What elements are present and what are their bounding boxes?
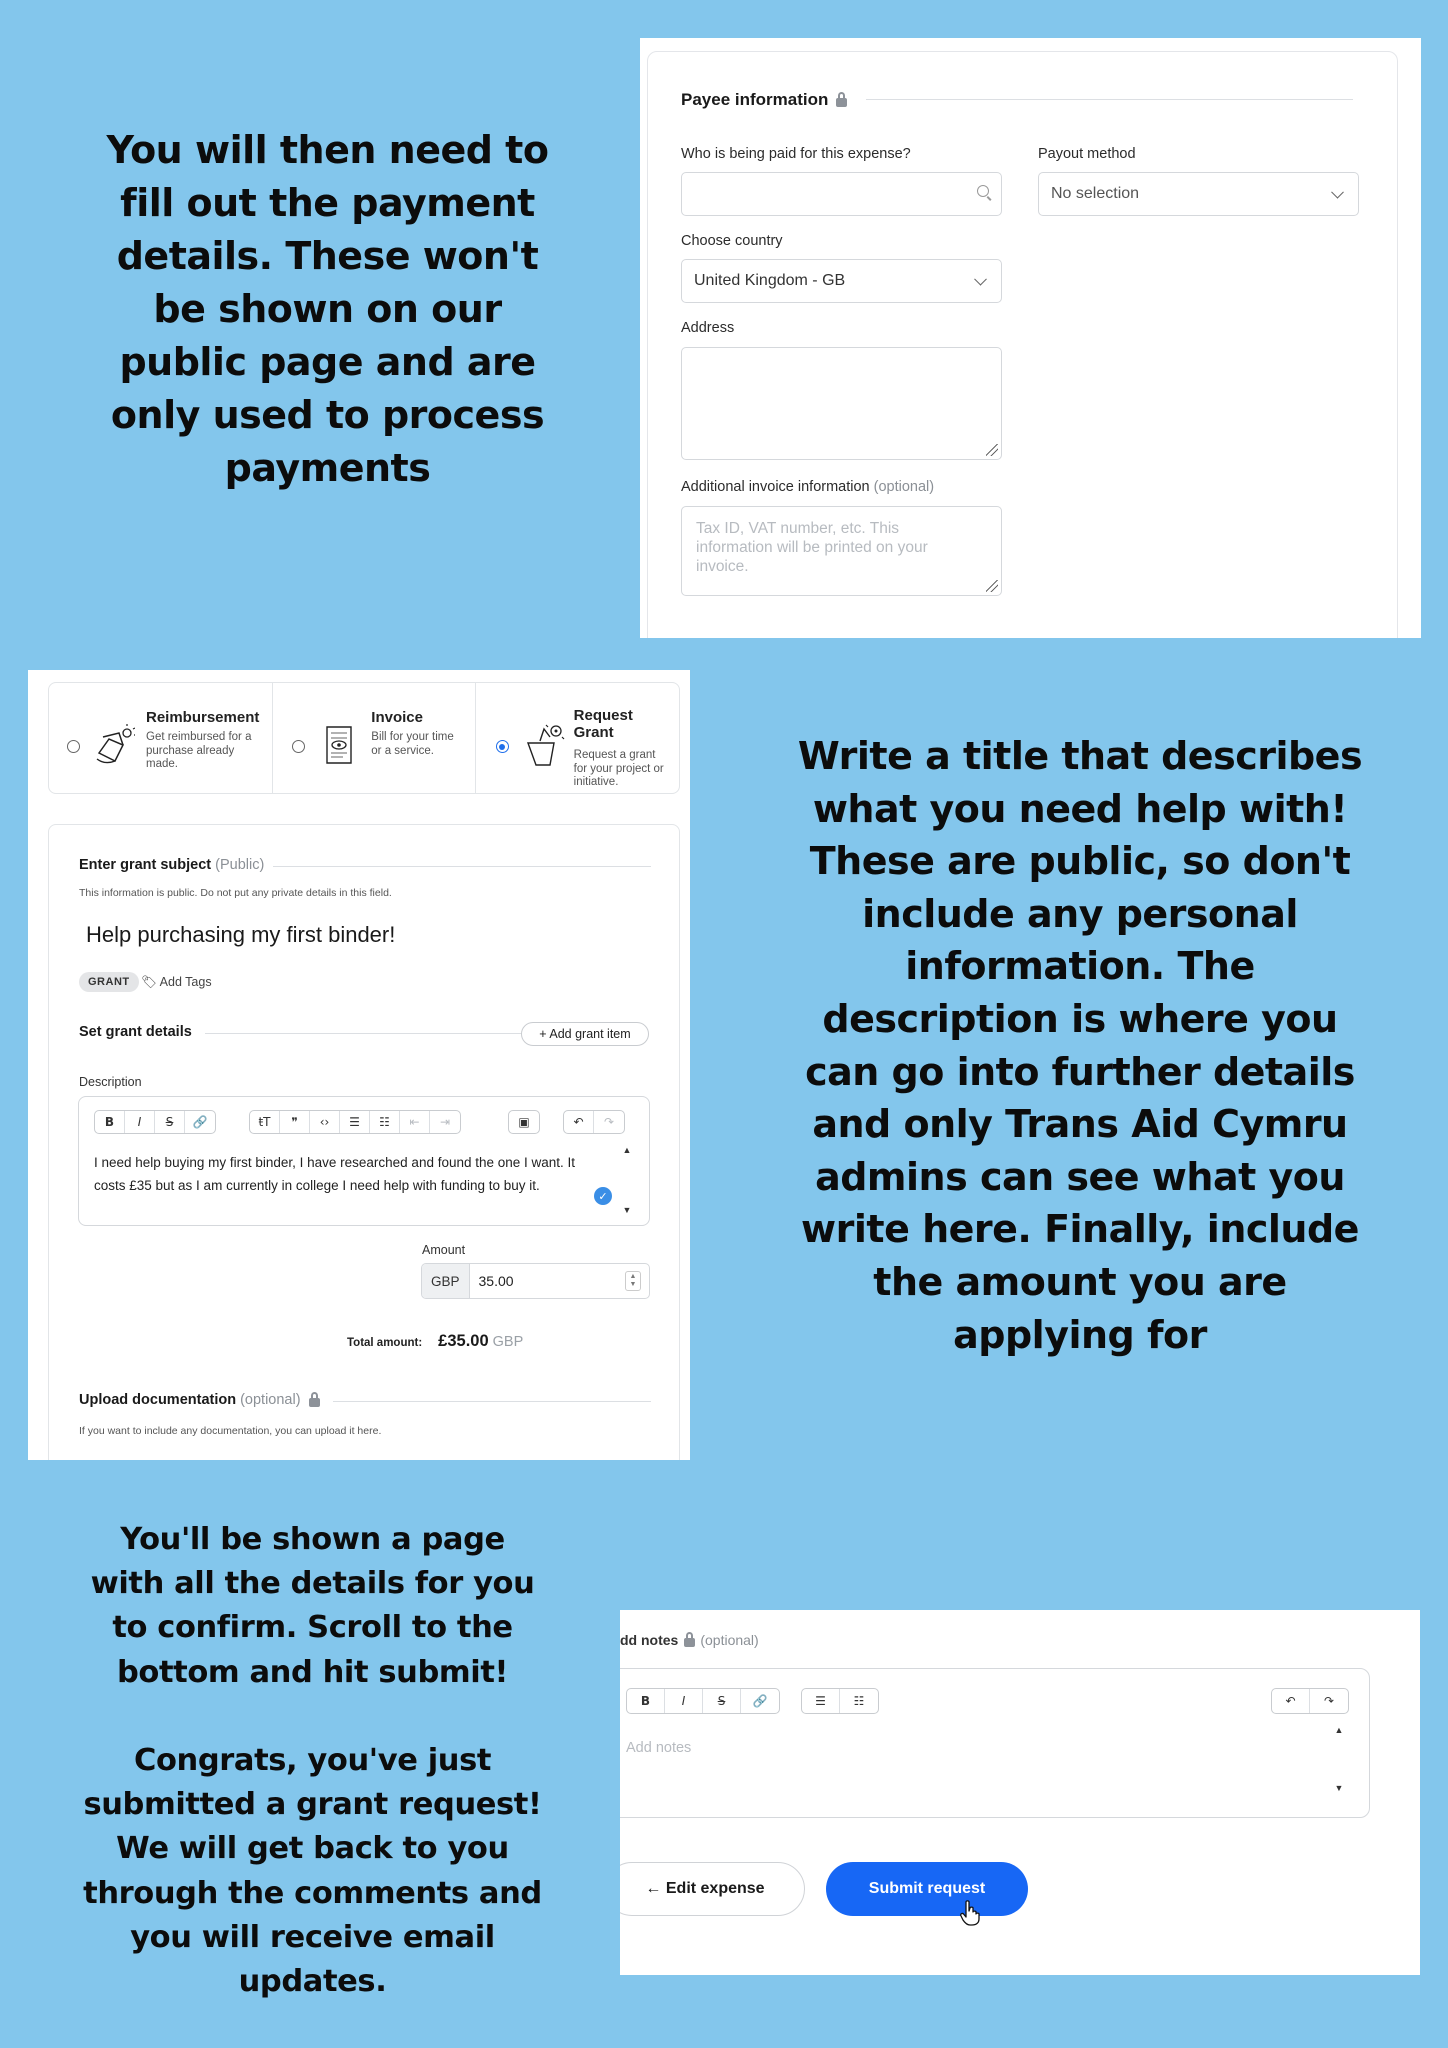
chevron-down-icon — [1331, 186, 1344, 199]
receipt-hand-icon — [93, 723, 135, 767]
country-value: United Kingdom - GB — [694, 272, 846, 289]
address-textarea[interactable] — [681, 347, 1002, 460]
grant-gift-icon — [524, 723, 566, 767]
optional-text: (optional) — [873, 479, 935, 495]
upload-title — [79, 1392, 320, 1408]
expense-type-reimbursement[interactable] — [49, 683, 273, 793]
total-currency: GBP — [492, 1334, 524, 1350]
caption-payment-details — [95, 124, 560, 495]
total-amount — [347, 1332, 523, 1351]
outdent-button[interactable]: ⇤ — [400, 1111, 430, 1133]
payee-search-input[interactable] — [681, 172, 1002, 216]
resize-handle-icon[interactable] — [986, 580, 998, 592]
bullet-list-button[interactable]: ☰ — [340, 1111, 370, 1133]
subject-note: This information is public. Do not put any private details in this field. — [79, 887, 392, 899]
indent-button[interactable]: ⇥ — [439, 1115, 451, 1129]
invoice-desc: Bill for your time or a service. — [371, 731, 454, 757]
format-group-blocks — [249, 1110, 461, 1134]
lock-icon — [684, 1638, 695, 1647]
scroll-track[interactable] — [620, 1157, 634, 1203]
grant-request-screenshot — [28, 670, 690, 1460]
submit-request-button[interactable]: Submit request — [826, 1862, 1028, 1916]
request-grant-title: Request Grant — [573, 707, 633, 741]
hand-cursor-icon — [960, 1900, 980, 1926]
bullet-list-button[interactable]: ☰ — [802, 1689, 840, 1713]
upload-note: If you want to include any documentation, you can upload it here. — [79, 1425, 382, 1437]
chevron-down-icon — [974, 273, 987, 286]
section-title-text: Payee information — [681, 90, 829, 109]
expense-type-invoice[interactable] — [273, 683, 475, 793]
amount-label: Amount — [422, 1243, 466, 1257]
caption-grant-title — [795, 730, 1365, 1361]
notes-scrollbar[interactable] — [1332, 1723, 1346, 1795]
edit-expense-button[interactable]: ← Edit expense — [620, 1862, 805, 1916]
scroll-down-icon[interactable]: ▼ — [1334, 1783, 1344, 1793]
payout-method-value: No selection — [1051, 185, 1140, 202]
code-button[interactable]: ‹› — [310, 1111, 340, 1133]
divider — [333, 1401, 651, 1402]
description-text[interactable]: I need help buying my first binder, I have researched and found the one I want. It costs £35 but as I am currently in college I need help with funding to buy it. — [94, 1155, 576, 1193]
who-label: Who is being paid for this expense? — [681, 146, 911, 162]
caption-text: You'll be shown a page with all the details for you to confirm. Scroll to the bottom and hit submit! Congrats, you've just submitted a grant request! We will get back to you through the comments and you will receive email updates. — [83, 1522, 542, 2000]
reimbursement-title: Reimbursement — [146, 709, 260, 726]
format-group-text — [94, 1110, 216, 1134]
lock-icon — [836, 98, 847, 107]
format-group-image — [508, 1110, 540, 1134]
invoice-radio[interactable] — [292, 740, 305, 753]
grant-details-title: Set grant details — [79, 1024, 192, 1040]
total-label: Total amount: — [347, 1337, 423, 1349]
caption-text: You will then need to fill out the payment details. These won't be shown on our public page and are only used to process payments — [106, 128, 549, 490]
redo-button[interactable]: ↷ — [603, 1115, 615, 1129]
format-group-lists — [801, 1688, 879, 1714]
search-icon — [977, 185, 989, 197]
add-tags-label: Add Tags — [159, 975, 212, 989]
redo-button[interactable]: ↷ — [1323, 1694, 1335, 1708]
resize-handle-icon[interactable] — [986, 444, 998, 456]
grant-subject-label: Enter grant subject — [79, 857, 212, 873]
caption-text: Write a title that describes what you need help with! These are public, so don't include any personal information. The description is where you can go into further details and only Trans Aid Cymru admins can see what you write here. Finally, include the amount you are applying for — [797, 734, 1363, 1357]
currency-code: GBP — [422, 1264, 470, 1298]
scroll-down-icon[interactable]: ▼ — [622, 1205, 632, 1215]
format-group-history — [563, 1110, 625, 1134]
caption-submit — [55, 1518, 570, 2004]
notes-editor[interactable] — [620, 1668, 1370, 1818]
scroll-track[interactable] — [1332, 1737, 1346, 1781]
strikethrough-button[interactable]: S — [155, 1111, 185, 1133]
add-tags-button[interactable] — [141, 975, 212, 990]
invoice-label-text: Additional invoice information — [681, 479, 870, 495]
expense-type-selector — [48, 682, 680, 794]
invoice-document-icon — [321, 723, 363, 767]
address-label: Address — [681, 320, 735, 336]
optional-text: (optional) — [700, 1632, 759, 1648]
amount-input[interactable] — [421, 1263, 650, 1299]
amount-value[interactable]: 35.00 — [478, 1273, 514, 1289]
public-text: (Public) — [215, 857, 265, 873]
italic-button[interactable]: I — [125, 1111, 155, 1133]
notes-label: dd notes — [620, 1632, 679, 1648]
total-value: £35.00 — [438, 1332, 489, 1350]
grant-subject-input[interactable]: Help purchasing my first binder! — [86, 922, 396, 947]
tag-icon: 🏷 — [141, 975, 157, 989]
check-icon: ✓ — [594, 1187, 612, 1205]
numbered-list-button[interactable]: ☷ — [853, 1694, 865, 1708]
quote-button[interactable]: ❞ — [280, 1111, 310, 1133]
notes-placeholder[interactable]: Add notes — [626, 1740, 692, 1756]
expense-type-request-grant[interactable] — [476, 683, 679, 793]
divider — [273, 866, 651, 867]
grant-tag: GRANT — [79, 972, 139, 992]
optional-text: (optional) — [240, 1392, 301, 1408]
country-select[interactable] — [681, 259, 1002, 303]
numbered-list-button[interactable]: ☷ — [370, 1111, 400, 1133]
request-grant-radio[interactable] — [496, 740, 509, 753]
payout-method-select[interactable] — [1038, 172, 1359, 216]
description-scrollbar[interactable] — [620, 1143, 634, 1217]
image-button[interactable]: ▣ — [518, 1115, 530, 1129]
add-grant-item-button[interactable]: + Add grant item — [521, 1022, 649, 1046]
divider — [866, 99, 1353, 100]
reimbursement-radio[interactable] — [67, 740, 80, 753]
format-group-history — [1271, 1688, 1349, 1714]
strikethrough-button[interactable]: S — [703, 1689, 741, 1713]
request-grant-desc: Request a grant for your project or initiative. — [573, 749, 664, 788]
upload-label: Upload documentation — [79, 1392, 237, 1408]
format-group-text — [626, 1688, 780, 1714]
bold-button[interactable]: B — [627, 1689, 665, 1713]
scroll-up-icon[interactable]: ▲ — [1334, 1725, 1344, 1735]
link-button[interactable]: 🔗 — [192, 1115, 208, 1129]
payout-label: Payout method — [1038, 146, 1136, 162]
stepper-icon[interactable]: ▲ ▼ — [625, 1271, 641, 1291]
country-label: Choose country — [681, 233, 783, 249]
reimbursement-desc: Get reimbursed for a purchase already made. — [146, 731, 252, 770]
link-button[interactable]: 🔗 — [752, 1694, 768, 1708]
bold-button[interactable]: B — [95, 1111, 125, 1133]
invoice-title: Invoice — [371, 709, 423, 726]
undo-button[interactable]: ↶ — [1272, 1689, 1310, 1713]
scroll-up-icon[interactable]: ▲ — [622, 1145, 632, 1155]
grant-subject-title — [79, 857, 264, 873]
divider — [205, 1033, 525, 1034]
undo-button[interactable]: ↶ — [564, 1111, 594, 1133]
heading-button[interactable]: ŧT — [250, 1111, 280, 1133]
lock-icon — [309, 1398, 320, 1407]
invoice-placeholder: Tax ID, VAT number, etc. This information will be printed on your invoice. — [696, 520, 928, 575]
submit-request-screenshot — [620, 1610, 1420, 1975]
description-label: Description — [79, 1075, 142, 1089]
notes-title — [620, 1632, 759, 1648]
italic-button[interactable]: I — [665, 1689, 703, 1713]
payee-information-screenshot — [640, 38, 1421, 638]
invoice-label — [681, 479, 934, 495]
description-editor[interactable] — [78, 1096, 650, 1226]
invoice-info-textarea[interactable] — [681, 506, 1002, 596]
payee-section-title — [681, 90, 847, 110]
